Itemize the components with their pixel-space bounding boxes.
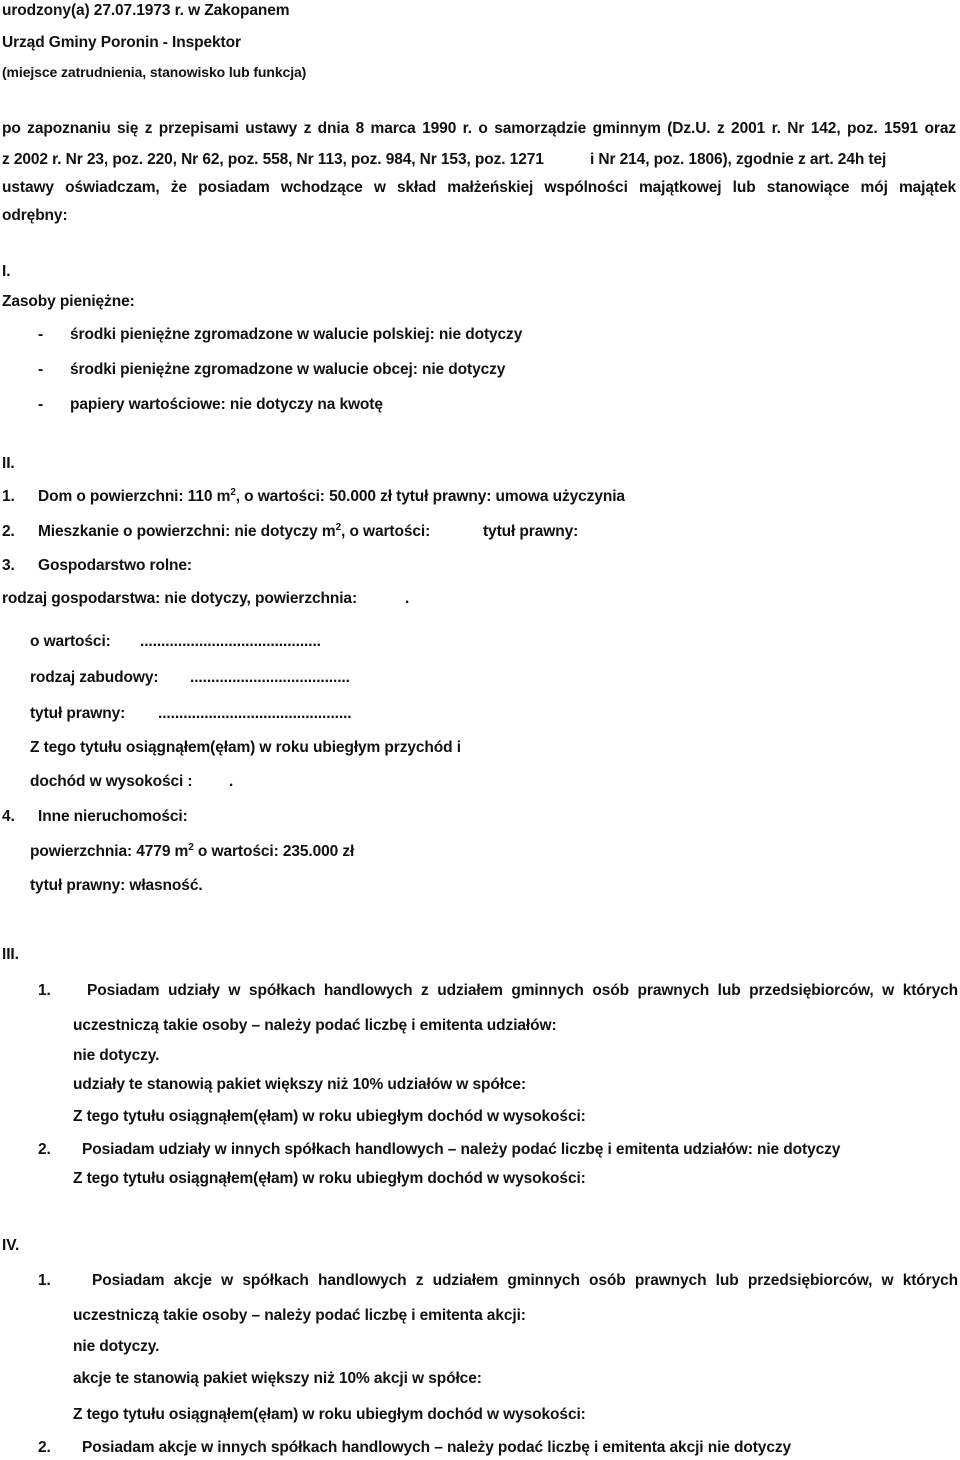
stocks-line-4: akcje te stanowią pakiet większy niż 10% akcji w spółce: bbox=[73, 1370, 482, 1387]
item-number: 1. bbox=[38, 1272, 51, 1289]
farm-income-end: . bbox=[229, 773, 234, 790]
apartment-item bbox=[38, 523, 430, 541]
farm-income-line-1: Z tego tytułu osiągnąłem(ęłam) w roku ubiegłym przychód i bbox=[30, 739, 461, 756]
workplace: Urząd Gminy Poronin - Inspektor bbox=[2, 34, 241, 51]
intro-line-1: po zapoznaniu się z przepisami ustawy z dnia 8 marca 1990 r. o samorządzie gminnym (Dz.U. z 2001 r. Nr 142, poz. 1591 oraz bbox=[2, 120, 956, 137]
intro-line-4: odrębny: bbox=[2, 207, 68, 224]
house-area: Dom o powierzchni: 110 m bbox=[38, 488, 231, 505]
farm-value-label: o wartości: bbox=[30, 633, 111, 650]
stocks-line-5: Z tego tytułu osiągnąłem(ęłam) w roku ubiegłym dochód w wysokości: bbox=[73, 1406, 586, 1423]
shares-line-2: uczestniczą takie osoby – należy podać liczbę i emitenta udziałów: bbox=[73, 1017, 557, 1034]
workplace-note: (miejsce zatrudnienia, stanowisko lub funkcja) bbox=[2, 64, 307, 80]
house-value: , o wartości: 50.000 zł tytuł prawny: umowa użyczynia bbox=[235, 488, 625, 505]
section-1-heading: I. bbox=[2, 263, 11, 280]
farm-type: rodzaj gospodarstwa: nie dotyczy, powierzchnia: bbox=[2, 590, 358, 607]
stocks-line-2: uczestniczą takie osoby – należy podać liczbę i emitenta akcji: bbox=[73, 1307, 526, 1324]
shares-line-3: nie dotyczy. bbox=[73, 1047, 160, 1064]
item-number: 1. bbox=[2, 488, 15, 505]
building-label: rodzaj zabudowy: bbox=[30, 669, 159, 686]
section-4-heading: IV. bbox=[2, 1237, 20, 1254]
farm-value-dots: ........................................... bbox=[140, 633, 321, 650]
other-property-item: Inne nieruchomości: bbox=[38, 808, 188, 825]
farm-title-label: tytuł prawny: bbox=[30, 705, 126, 722]
item-number: 4. bbox=[2, 808, 15, 825]
item-number: 3. bbox=[2, 557, 15, 574]
intro-line-3: ustawy oświadczam, że posiadam wchodzące w skład małżeńskiej wspólności majątkowej lub stanowiące mój majątek bbox=[2, 179, 956, 196]
other-shares-line-1: Posiadam udziały w innych spółkach handlowych – należy podać liczbę i emitenta udziałów: nie dotyczy bbox=[82, 1141, 841, 1158]
other-property-area bbox=[30, 843, 354, 861]
birth-info: urodzony(a) 27.07.1973 r. w Zakopanem bbox=[2, 2, 290, 19]
apartment-area: Mieszkanie o powierzchni: nie dotyczy m bbox=[38, 523, 336, 540]
section-1-title: Zasoby pieniężne: bbox=[2, 293, 135, 310]
item-number: 1. bbox=[38, 982, 51, 999]
superscript: 2 bbox=[230, 487, 236, 498]
other-shares-line-2: Z tego tytułu osiągnąłem(ęłam) w roku ubiegłym dochód w wysokości: bbox=[73, 1170, 586, 1187]
intro-line-2a: z 2002 r. Nr 23, poz. 220, Nr 62, poz. 558, Nr 113, poz. 984, Nr 153, poz. 1271 bbox=[2, 151, 544, 168]
stocks-line-3: nie dotyczy. bbox=[73, 1338, 160, 1355]
apartment-value: , o wartości: bbox=[341, 523, 431, 540]
list-item: środki pieniężne zgromadzone w walucie polskiej: nie dotyczy bbox=[70, 326, 523, 343]
stocks-line-1: Posiadam akcje w spółkach handlowych z udziałem gminnych osób prawnych lub przedsiębiorców, w których bbox=[92, 1272, 958, 1289]
section-2-heading: II. bbox=[2, 455, 15, 472]
area-value: o wartości: 235.000 zł bbox=[193, 843, 355, 860]
intro-line-2b: i Nr 214, poz. 1806), zgodnie z art. 24h tej bbox=[590, 151, 887, 168]
list-dash: - bbox=[38, 361, 44, 378]
list-item: papiery wartościowe: nie dotyczy na kwotę bbox=[70, 396, 383, 413]
item-number: 2. bbox=[2, 523, 15, 540]
shares-line-1: Posiadam udziały w spółkach handlowych z udziałem gminnych osób prawnych lub przedsiębiorców, w których bbox=[87, 982, 958, 999]
item-number: 2. bbox=[38, 1141, 51, 1158]
superscript: 2 bbox=[188, 842, 194, 853]
item-number: 2. bbox=[38, 1439, 51, 1456]
shares-line-4: udziały te stanowią pakiet większy niż 10% udziałów w spółce: bbox=[73, 1076, 527, 1093]
farm-item: Gospodarstwo rolne: bbox=[38, 557, 192, 574]
list-item: środki pieniężne zgromadzone w walucie obcej: nie dotyczy bbox=[70, 361, 506, 378]
list-dash: - bbox=[38, 396, 44, 413]
farm-type-end: . bbox=[405, 590, 410, 607]
house-item bbox=[38, 488, 625, 506]
section-3-heading: III. bbox=[2, 946, 19, 963]
farm-title-dots: .............................................. bbox=[158, 705, 352, 722]
other-property-ownership: tytuł prawny: własność. bbox=[30, 877, 203, 894]
list-dash: - bbox=[38, 326, 44, 343]
apartment-title: tytuł prawny: bbox=[483, 523, 579, 540]
other-stocks-line-1: Posiadam akcje w innych spółkach handlowych – należy podać liczbę i emitenta akcji nie dotyczy bbox=[82, 1439, 792, 1456]
farm-income-line-2: dochód w wysokości : bbox=[30, 773, 193, 790]
area-text: powierzchnia: 4779 m bbox=[30, 843, 189, 860]
shares-line-5: Z tego tytułu osiągnąłem(ęłam) w roku ubiegłym dochód w wysokości: bbox=[73, 1108, 586, 1125]
superscript: 2 bbox=[335, 522, 342, 533]
building-dots: ...................................... bbox=[190, 669, 350, 686]
